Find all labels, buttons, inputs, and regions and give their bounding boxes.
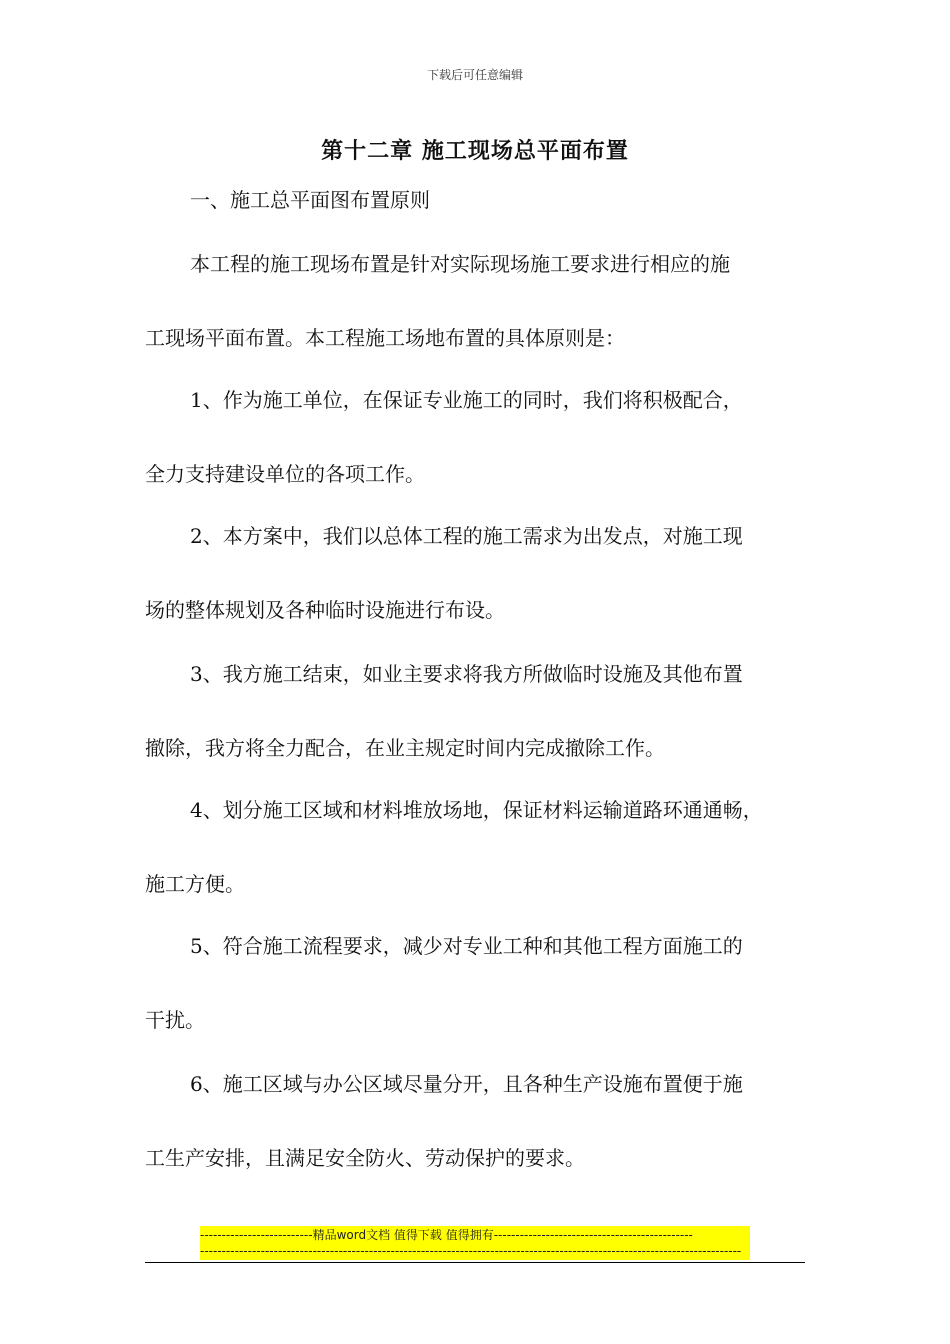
item-4-line-1: 4、划分施工区域和材料堆放场地，保证材料运输道路环通通畅，	[190, 798, 763, 822]
footer-banner-line-2: -----------------------------------------------------------------------------------------------------------------------------	[200, 1244, 742, 1258]
intro-line-1: 本工程的施工现场布置是针对实际现场施工要求进行相应的施	[190, 252, 730, 276]
item-1-line-2: 全力支持建设单位的各项工作。	[145, 462, 425, 486]
chapter-title: 第十二章 施工现场总平面布置	[321, 138, 629, 164]
item-4-line-2: 施工方便。	[145, 872, 245, 896]
intro-line-2: 工现场平面布置。本工程施工场地布置的具体原则是：	[145, 326, 625, 350]
footer-divider	[145, 1262, 805, 1263]
item-5-line-2: 干扰。	[145, 1008, 205, 1032]
item-2-line-1: 2、本方案中，我们以总体工程的施工需求为出发点，对施工现	[190, 524, 743, 548]
item-1-line-1: 1、作为施工单位，在保证专业施工的同时，我们将积极配合，	[190, 388, 743, 412]
item-2-line-2: 场的整体规划及各种临时设施进行布设。	[145, 598, 505, 622]
item-3-line-2: 撤除，我方将全力配合，在业主规定时间内完成撤除工作。	[145, 736, 665, 760]
item-6-line-1: 6、施工区域与办公区域尽量分开，且各种生产设施布置便于施	[190, 1072, 743, 1096]
item-3-line-1: 3、我方施工结束，如业主要求将我方所做临时设施及其他布置	[190, 662, 743, 686]
section-heading: 一、施工总平面图布置原则	[190, 188, 430, 212]
item-5-line-1: 5、符合施工流程要求，减少对专业工种和其他工程方面施工的	[190, 934, 743, 958]
footer-banner	[200, 1226, 750, 1260]
header-note: 下载后可任意编辑	[426, 68, 523, 82]
footer-banner-line-1: --------------------------精品word文档 值得下载 值得拥有----------------------------------------------	[200, 1228, 693, 1242]
item-6-line-2: 工生产安排，且满足安全防火、劳动保护的要求。	[145, 1146, 585, 1170]
